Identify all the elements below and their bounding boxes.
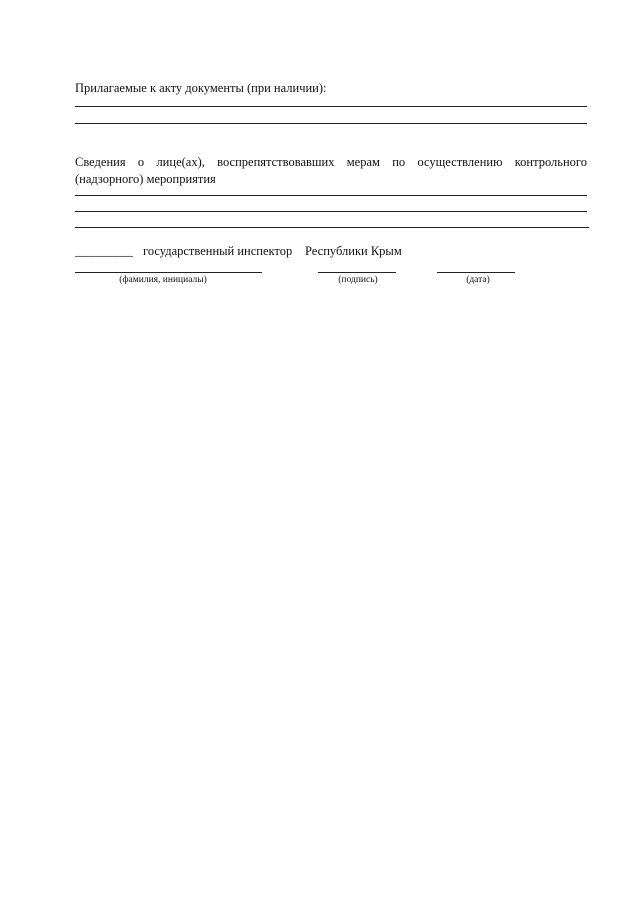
obstruction-line-2 [75, 211, 587, 212]
attachments-line-1 [75, 106, 587, 107]
obstruction-text-line-2: (надзорного) мероприятия [75, 172, 216, 186]
date-line [437, 272, 515, 273]
signature-line [318, 272, 396, 273]
attachments-line-2 [75, 123, 587, 124]
inspector-title: государственный инспектор [143, 244, 293, 258]
obstruction-line-3 [75, 227, 589, 228]
date-caption: (дата) [466, 275, 490, 285]
inspector-region: Республики Крым [305, 244, 402, 258]
inspector-blank: __________ [75, 244, 133, 258]
obstruction-text-line-1: Сведения о лице(ах), воспрепятствовавших мерам по осуществлению контрольного [75, 155, 587, 169]
signature-caption: (подпись) [338, 275, 378, 285]
name-caption: (фамилия, инициалы) [119, 275, 207, 285]
name-line [75, 272, 262, 273]
obstruction-line-1 [75, 195, 587, 196]
attachments-label: Прилагаемые к акту документы (при наличии): [75, 81, 327, 95]
